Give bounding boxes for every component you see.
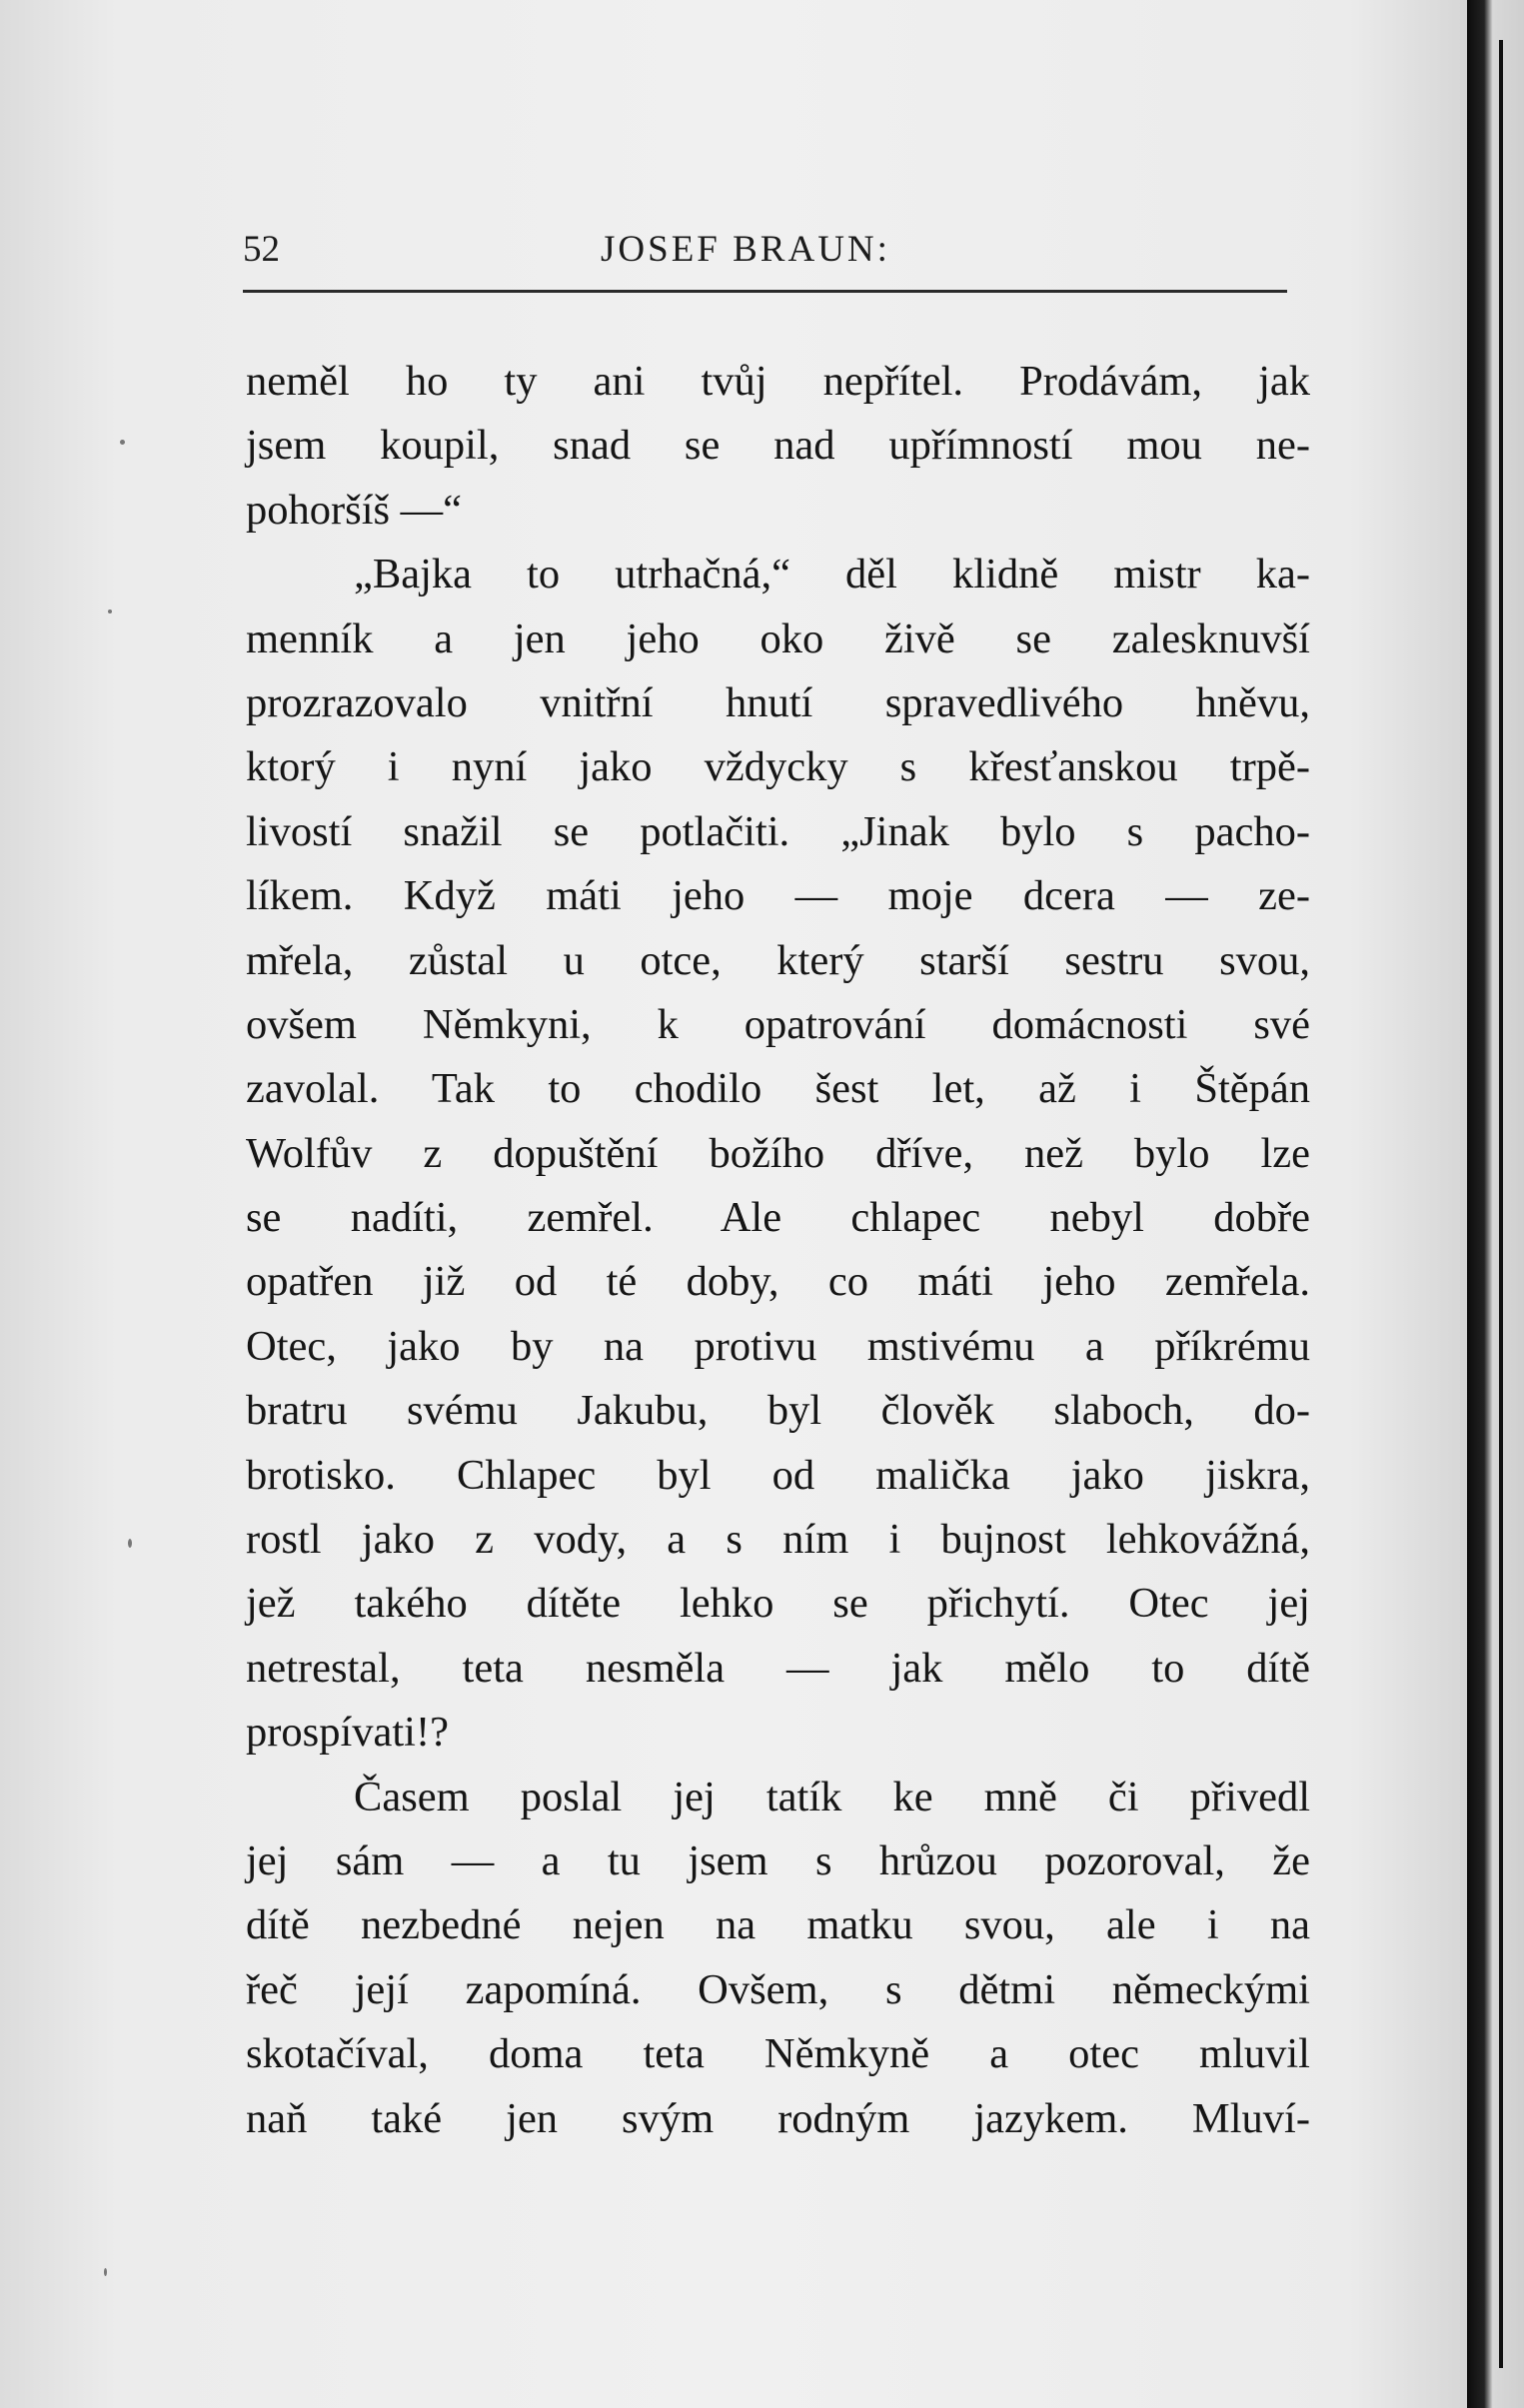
- text-line: se nadíti, zemřel. Ale chlapec nebyl dobře: [246, 1194, 1310, 1242]
- text-line: brotisko. Chlapec byl od malička jako jiskra,: [246, 1451, 1310, 1499]
- text-line: netrestal, teta nesměla — jak mělo to dítě: [246, 1644, 1310, 1692]
- text-line: Otec, jako by na protivu mstivému a příkrému: [246, 1322, 1310, 1370]
- text-line: zavolal. Tak to chodilo šest let, až i Štěpán: [246, 1065, 1310, 1113]
- text-line: ktorý i nyní jako vždycky s křesťanskou trpě-: [246, 743, 1310, 791]
- page-number: 52: [243, 229, 280, 270]
- text-line: neměl ho ty ani tvůj nepřítel. Prodávám, jak: [246, 358, 1310, 405]
- text-line: jež takého dítěte lehko se přichytí. Otec jej: [246, 1580, 1310, 1628]
- book-edge-line: [1499, 40, 1503, 2368]
- running-title: JOSEF BRAUN:: [601, 229, 890, 270]
- paper-speck: [120, 440, 125, 445]
- text-line: skotačíval, doma teta Němkyně a otec mluvil: [246, 2030, 1310, 2078]
- page-header: [243, 228, 1287, 288]
- text-line: jej sám — a tu jsem s hrůzou pozoroval, že: [246, 1836, 1310, 1884]
- text-line: Časem poslal jej tatík ke mně či přivedl: [354, 1773, 1310, 1820]
- text-line: mřela, zůstal u otce, který starší sestru svou,: [246, 936, 1310, 984]
- text-line: Wolfův z dopuštění božího dříve, než bylo lze: [246, 1129, 1310, 1177]
- text-line: prospívati!?: [246, 1709, 449, 1757]
- text-line: ovšem Němkyni, k opatrování domácnosti své: [246, 1000, 1310, 1048]
- text-line: bratru svému Jakubu, byl člověk slaboch, do-: [246, 1387, 1310, 1435]
- paper-speck: [128, 1539, 132, 1548]
- book-edge: [1467, 0, 1524, 2408]
- text-line: dítě nezbedné nejen na matku svou, ale i na: [246, 1901, 1310, 1949]
- text-line: livostí snažil se potlačiti. „Jinak bylo s pacho-: [246, 807, 1310, 855]
- text-line: líkem. Když máti jeho — moje dcera — ze-: [246, 872, 1310, 920]
- body-text: [246, 350, 1310, 2151]
- paper-speck: [104, 2268, 107, 2276]
- text-line: jsem koupil, snad se nad upřímností mou ne-: [246, 422, 1310, 470]
- header-rule: [243, 290, 1287, 293]
- text-line: pohoršíš —“: [246, 486, 463, 534]
- text-line: „Bajka to utrhačná,“ děl klidně mistr ka-: [354, 551, 1310, 599]
- text-line: menník a jen jeho oko živě se zalesknuvší: [246, 614, 1310, 662]
- text-line: prozrazovalo vnitřní hnutí spravedlivého hněvu,: [246, 678, 1310, 726]
- text-line: naň také jen svým rodným jazykem. Mluví-: [246, 2094, 1310, 2142]
- text-line: opatřen již od té doby, co máti jeho zemřela.: [246, 1258, 1310, 1306]
- text-line: řeč její zapomíná. Ovšem, s dětmi německými: [246, 1965, 1310, 2013]
- paper-speck: [108, 609, 112, 613]
- text-line: rostl jako z vody, a s ním i bujnost lehkovážná,: [246, 1516, 1310, 1564]
